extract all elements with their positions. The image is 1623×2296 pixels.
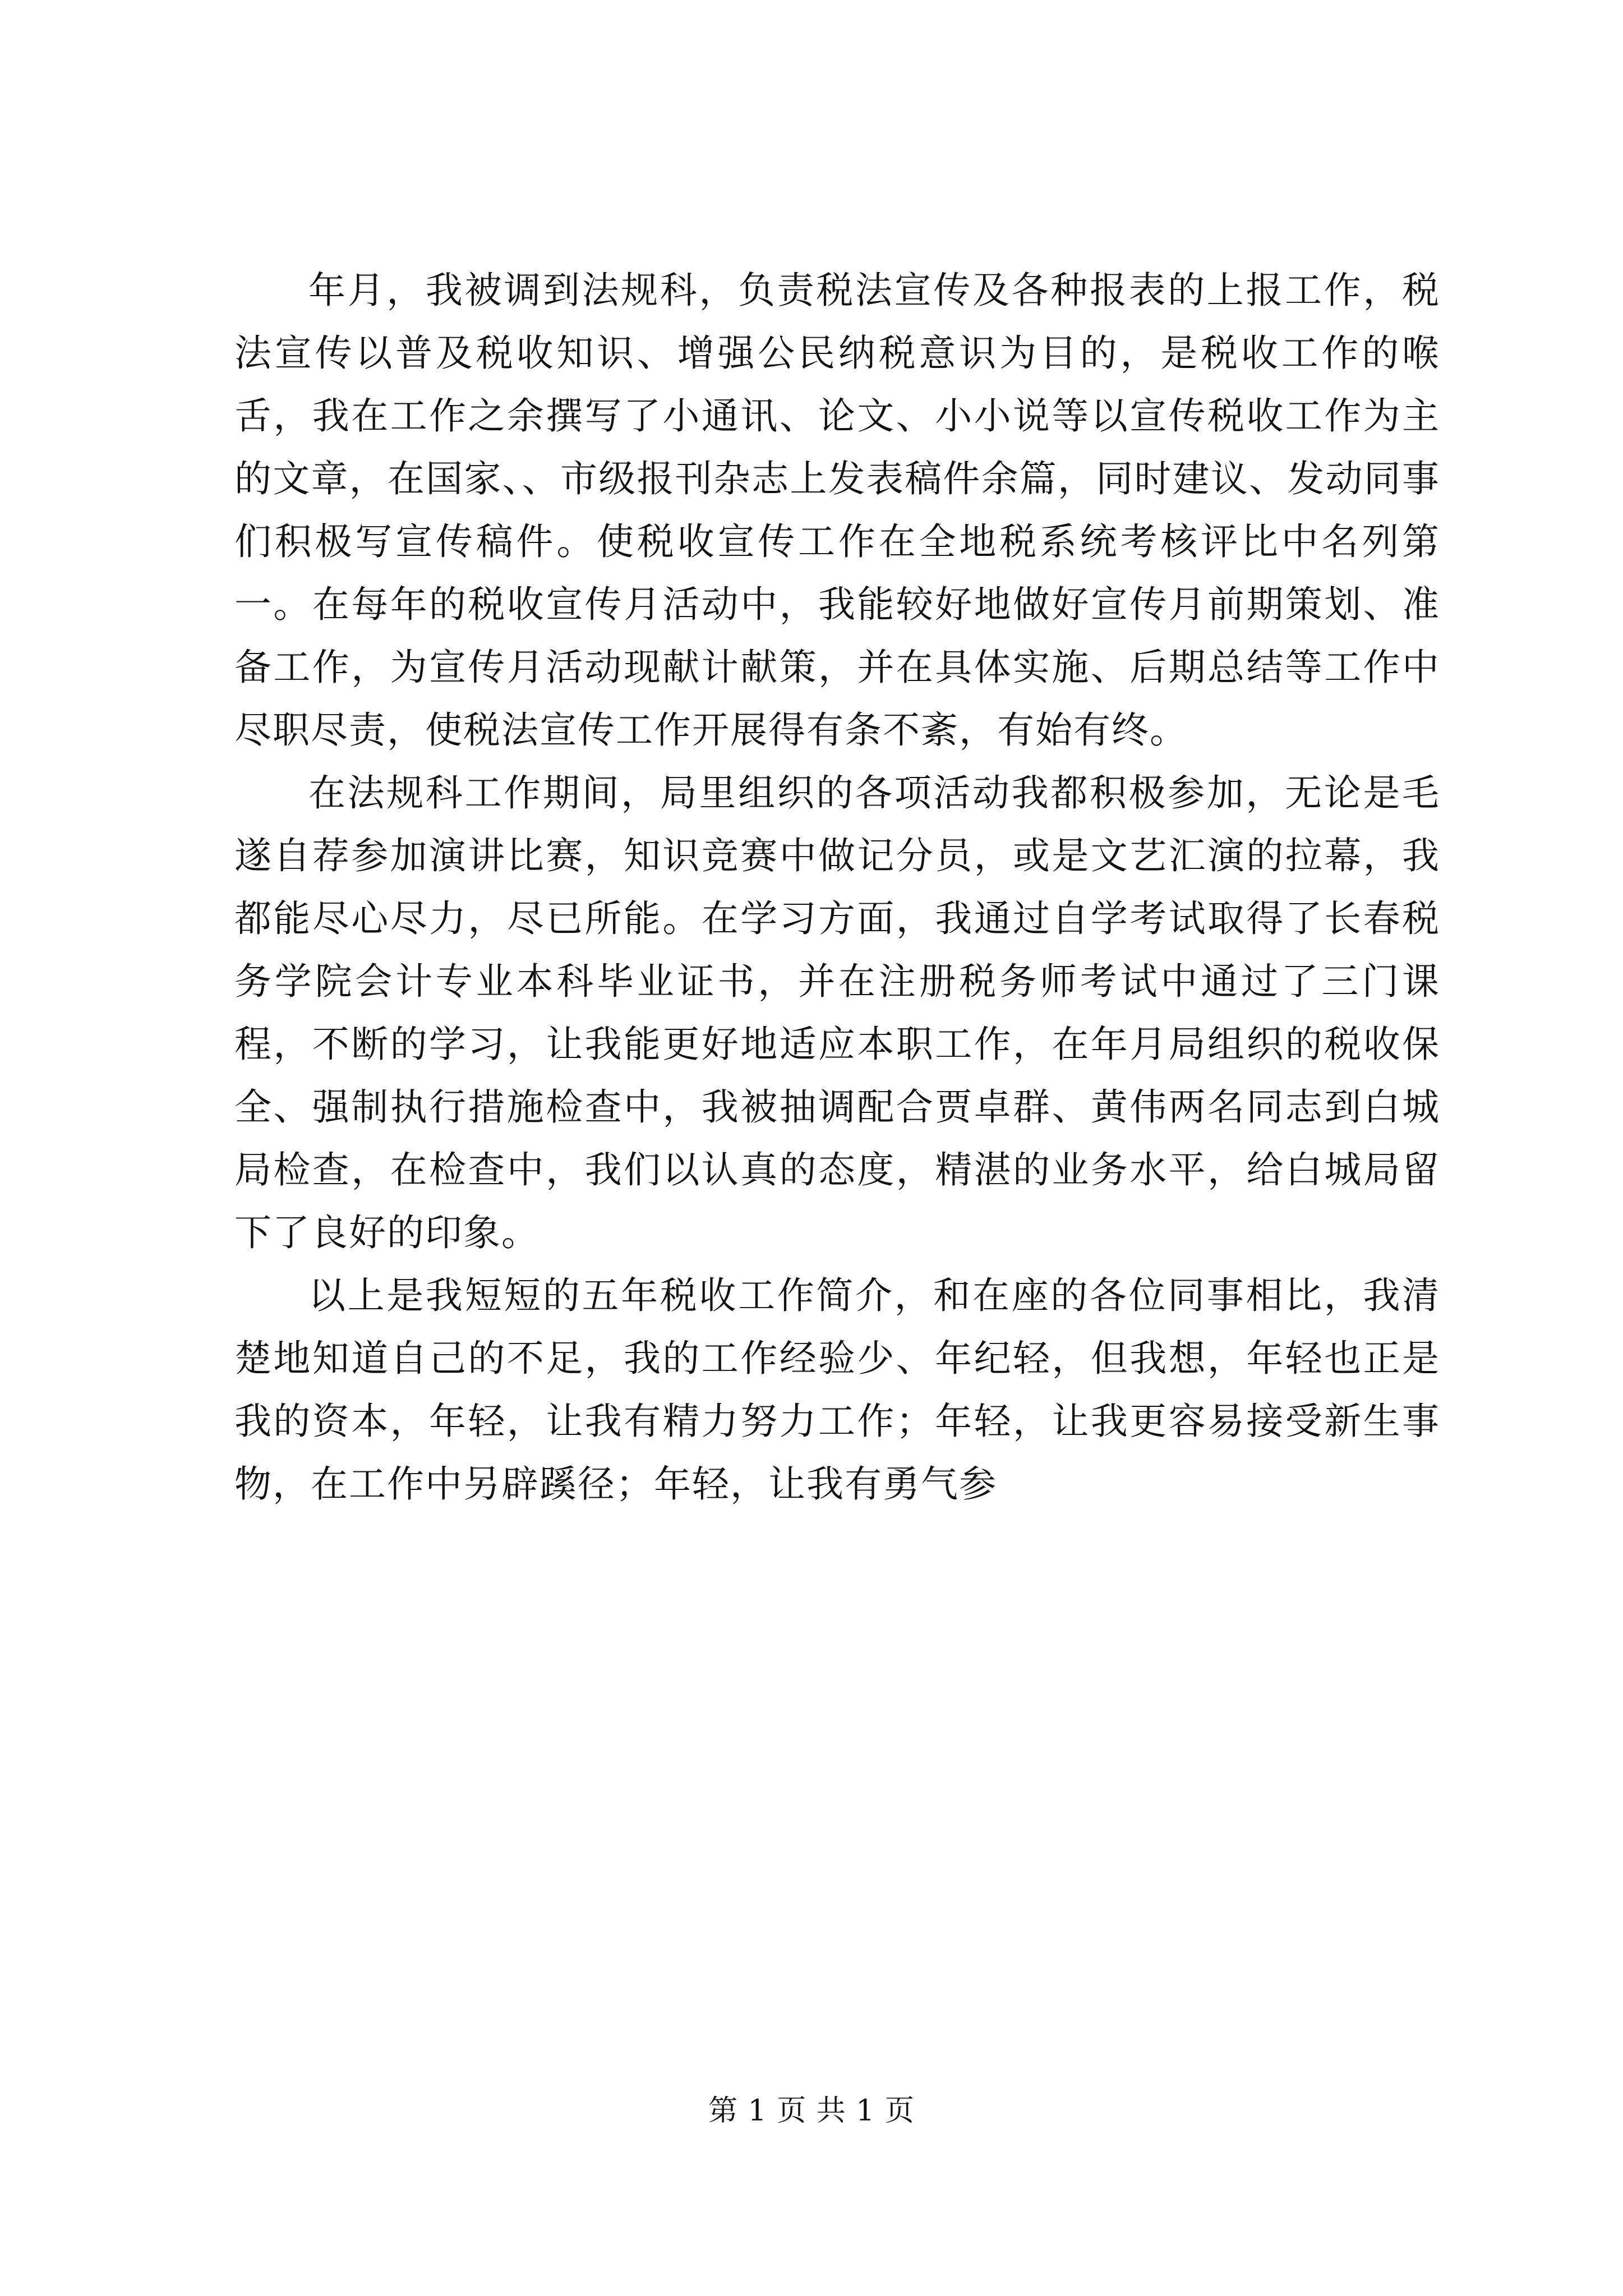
paragraph-2: 在法规科工作期间，局里组织的各项活动我都积极参加，无论是毛遂自荐参加演讲比赛，知识竞赛中做记分员，或是文艺汇演的拉幕，我都能尽心尽力，尽已所能。在学习方面，我通过自学考试取得了长春税务学院会计专业本科毕业证书，并在注册税务师考试中通过了三门课程，不断的学习，让我能更好地适应本职工作，在年月局组织的税收保全、强制执行措施检查中，我被抽调配合贾卓群、黄伟两名同志到白城局检查，在检查中，我们以认真的态度，精湛的业务水平，给白城局留下了良好的印象。: [234, 771, 1440, 1254]
paragraph-3: 以上是我短短的五年税收工作简介，和在座的各位同事相比，我清楚地知道自己的不足，我的工作经验少、年纪轻，但我想，年轻也正是我的资本，年轻，让我有精力努力工作；年轻，让我更容易接受新生事物，在工作中另辟蹊径；年轻，让我有勇气参: [234, 1274, 1440, 1506]
paragraph-1: 年月，我被调到法规科，负责税法宣传及各种报表的上报工作，税法宣传以普及税收知识、增强公民纳税意识为目的，是税收工作的喉舌，我在工作之余撰写了小通讯、论文、小小说等以宣传税收工作为主的文章，在国家、、市级报刊杂志上发表稿件余篇，同时建议、发动同事们积极写宣传稿件。使税收宣传工作在全地税系统考核评比中名列第一。在每年的税收宣传月活动中，我能较好地做好宣传月前期策划、准备工作，为宣传月活动现献计献策，并在具体实施、后期总结等工作中尽职尽责，使税法宣传工作开展得有条不紊，有始有终。: [234, 269, 1440, 752]
document-body: [234, 259, 1440, 1516]
page-footer: 第 1 页 共 1 页: [708, 2094, 915, 2128]
